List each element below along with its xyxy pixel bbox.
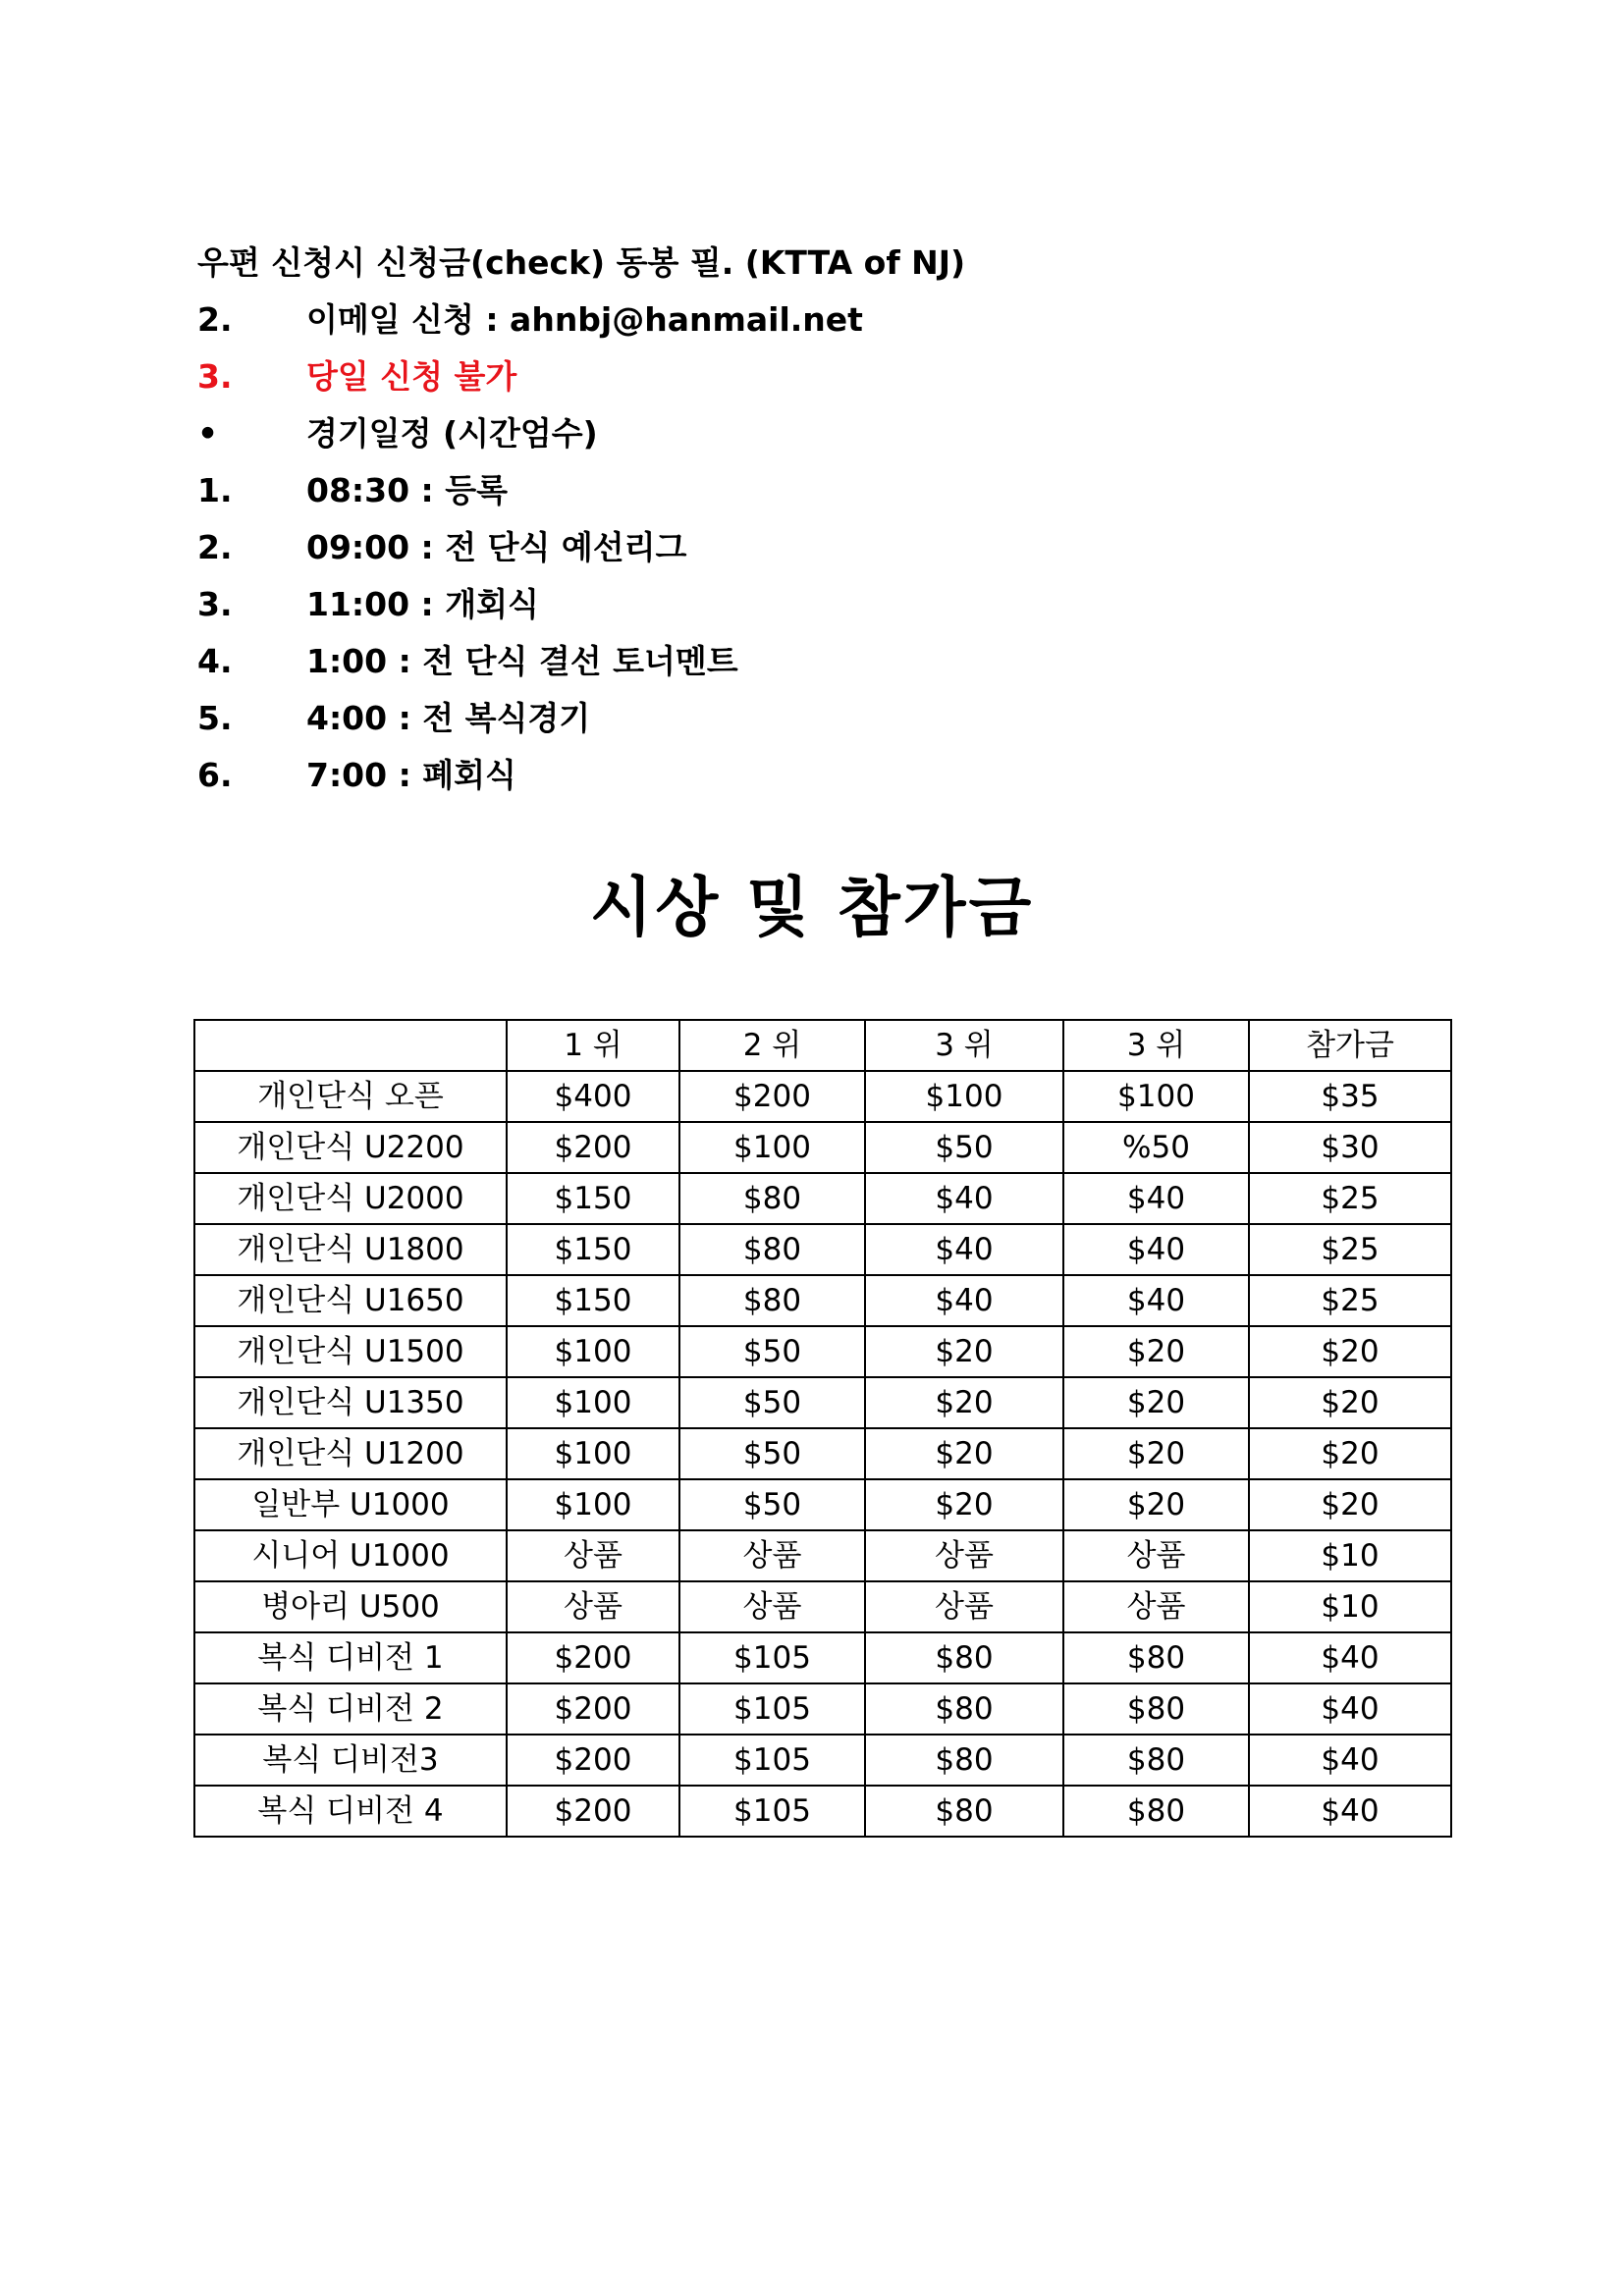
- division-cell: 개인단식 U2200: [194, 1122, 507, 1173]
- value-cell: $40: [1063, 1275, 1249, 1326]
- value-cell: $150: [507, 1224, 679, 1275]
- value-cell: $40: [1063, 1224, 1249, 1275]
- value-cell: $105: [679, 1735, 865, 1786]
- value-cell: $25: [1249, 1173, 1451, 1224]
- header-cell: 1 위: [507, 1020, 679, 1071]
- division-cell: 개인단식 U1800: [194, 1224, 507, 1275]
- value-cell: $40: [1063, 1173, 1249, 1224]
- value-cell: $40: [1249, 1786, 1451, 1837]
- value-cell: $200: [507, 1122, 679, 1173]
- value-cell: $105: [679, 1683, 865, 1735]
- value-cell: $200: [507, 1683, 679, 1735]
- value-cell: $400: [507, 1071, 679, 1122]
- schedule-item-text: 11:00 : 개회식: [306, 585, 539, 623]
- value-cell: $100: [865, 1071, 1063, 1122]
- schedule-heading-text: 경기일정 (시간엄수): [306, 414, 598, 453]
- table-row: [194, 1683, 1451, 1735]
- table-row: [194, 1071, 1451, 1122]
- schedule-item-number: 6.: [197, 756, 233, 794]
- value-cell: 상품: [865, 1530, 1063, 1581]
- value-cell: $40: [865, 1173, 1063, 1224]
- value-cell: $80: [679, 1224, 865, 1275]
- division-cell: 복식 디비전 4: [194, 1786, 507, 1837]
- value-cell: $80: [865, 1632, 1063, 1683]
- header-cell: 3 위: [1063, 1020, 1249, 1071]
- value-cell: $25: [1249, 1275, 1451, 1326]
- schedule-item-number: 2.: [197, 528, 233, 566]
- value-cell: $20: [1063, 1377, 1249, 1428]
- table-row: [194, 1581, 1451, 1632]
- division-cell: 개인단식 U1650: [194, 1275, 507, 1326]
- prize-table: [193, 1019, 1452, 1838]
- value-cell: $100: [507, 1377, 679, 1428]
- value-cell: $80: [679, 1173, 865, 1224]
- value-cell: $50: [679, 1377, 865, 1428]
- value-cell: $200: [507, 1735, 679, 1786]
- item-number: 2.: [197, 300, 233, 339]
- value-cell: $100: [507, 1428, 679, 1479]
- value-cell: 상품: [507, 1530, 679, 1581]
- value-cell: $80: [1063, 1786, 1249, 1837]
- value-cell: $30: [1249, 1122, 1451, 1173]
- value-cell: $20: [865, 1479, 1063, 1530]
- value-cell: $20: [1063, 1479, 1249, 1530]
- value-cell: 상품: [679, 1581, 865, 1632]
- table-row: [194, 1479, 1451, 1530]
- schedule-item-text: 09:00 : 전 단식 예선리그: [306, 528, 687, 566]
- value-cell: 상품: [507, 1581, 679, 1632]
- value-cell: $50: [679, 1428, 865, 1479]
- value-cell: $80: [865, 1735, 1063, 1786]
- value-cell: $20: [1063, 1326, 1249, 1377]
- table-row: [194, 1224, 1451, 1275]
- value-cell: $20: [865, 1377, 1063, 1428]
- value-cell: $50: [679, 1479, 865, 1530]
- header-cell: 2 위: [679, 1020, 865, 1071]
- value-cell: $80: [865, 1683, 1063, 1735]
- value-cell: $50: [679, 1326, 865, 1377]
- value-cell: 상품: [679, 1530, 865, 1581]
- value-cell: $20: [1249, 1326, 1451, 1377]
- header-row: [194, 1020, 1451, 1071]
- division-cell: 개인단식 U2000: [194, 1173, 507, 1224]
- table-row: [194, 1428, 1451, 1479]
- division-cell: 복식 디비전 1: [194, 1632, 507, 1683]
- value-cell: $80: [1063, 1683, 1249, 1735]
- value-cell: $40: [1249, 1735, 1451, 1786]
- division-cell: 개인단식 U1500: [194, 1326, 507, 1377]
- prize-table-body: [194, 1071, 1451, 1837]
- value-cell: $10: [1249, 1581, 1451, 1632]
- table-row: [194, 1122, 1451, 1173]
- no-same-day-text: 당일 신청 불가: [306, 357, 517, 396]
- division-cell: 복식 디비전 2: [194, 1683, 507, 1735]
- division-cell: 복식 디비전3: [194, 1735, 507, 1786]
- value-cell: $80: [1063, 1632, 1249, 1683]
- value-cell: $100: [507, 1479, 679, 1530]
- value-cell: 상품: [865, 1581, 1063, 1632]
- division-cell: 개인단식 오픈: [194, 1071, 507, 1122]
- schedule-item-number: 4.: [197, 642, 233, 680]
- division-cell: 개인단식 U1200: [194, 1428, 507, 1479]
- value-cell: $20: [865, 1326, 1063, 1377]
- value-cell: $40: [865, 1275, 1063, 1326]
- header-cell: 3 위: [865, 1020, 1063, 1071]
- value-cell: $105: [679, 1632, 865, 1683]
- division-cell: 시니어 U1000: [194, 1530, 507, 1581]
- division-cell: 병아리 U500: [194, 1581, 507, 1632]
- table-row: [194, 1326, 1451, 1377]
- value-cell: $200: [679, 1071, 865, 1122]
- table-row: [194, 1173, 1451, 1224]
- value-cell: $80: [865, 1786, 1063, 1837]
- value-cell: 상품: [1063, 1530, 1249, 1581]
- header-cell-blank: [194, 1020, 507, 1071]
- table-row: [194, 1735, 1451, 1786]
- value-cell: $150: [507, 1173, 679, 1224]
- division-cell: 개인단식 U1350: [194, 1377, 507, 1428]
- header-cell: 참가금: [1249, 1020, 1451, 1071]
- value-cell: $100: [679, 1122, 865, 1173]
- value-cell: $100: [1063, 1071, 1249, 1122]
- schedule-item-text: 08:30 : 등록: [306, 471, 508, 509]
- value-cell: $150: [507, 1275, 679, 1326]
- value-cell: $20: [1249, 1428, 1451, 1479]
- value-cell: $200: [507, 1632, 679, 1683]
- value-cell: $200: [507, 1786, 679, 1837]
- value-cell: $40: [1249, 1632, 1451, 1683]
- value-cell: $20: [865, 1428, 1063, 1479]
- email-application-text: 이메일 신청 : ahnbj@hanmail.net: [306, 300, 863, 339]
- value-cell: $20: [1063, 1428, 1249, 1479]
- schedule-item-text: 7:00 : 폐회식: [306, 756, 516, 794]
- bullet-icon: •: [197, 414, 219, 453]
- value-cell: $35: [1249, 1071, 1451, 1122]
- value-cell: $20: [1249, 1377, 1451, 1428]
- schedule-item-text: 4:00 : 전 복식경기: [306, 699, 591, 737]
- prize-table-header: [194, 1020, 1451, 1071]
- item-number: 3.: [197, 357, 233, 396]
- value-cell: %50: [1063, 1122, 1249, 1173]
- value-cell: $105: [679, 1786, 865, 1837]
- table-row: [194, 1786, 1451, 1837]
- value-cell: $80: [1063, 1735, 1249, 1786]
- value-cell: $20: [1249, 1479, 1451, 1530]
- schedule-item-number: 1.: [197, 471, 233, 509]
- value-cell: 상품: [1063, 1581, 1249, 1632]
- value-cell: $25: [1249, 1224, 1451, 1275]
- division-cell: 일반부 U1000: [194, 1479, 507, 1530]
- value-cell: $40: [865, 1224, 1063, 1275]
- table-row: [194, 1275, 1451, 1326]
- value-cell: $50: [865, 1122, 1063, 1173]
- value-cell: $100: [507, 1326, 679, 1377]
- schedule-item-text: 1:00 : 전 단식 결선 토너멘트: [306, 642, 738, 680]
- table-row: [194, 1530, 1451, 1581]
- schedule-item-number: 3.: [197, 585, 233, 623]
- value-cell: $80: [679, 1275, 865, 1326]
- value-cell: $10: [1249, 1530, 1451, 1581]
- prize-section-title: 시상 및 참가금: [589, 870, 1035, 945]
- value-cell: $40: [1249, 1683, 1451, 1735]
- table-row: [194, 1632, 1451, 1683]
- table-row: [194, 1377, 1451, 1428]
- mail-note-text: 우편 신청시 신청금(check) 동봉 필. (KTTA of NJ): [197, 243, 966, 282]
- schedule-item-number: 5.: [197, 699, 233, 737]
